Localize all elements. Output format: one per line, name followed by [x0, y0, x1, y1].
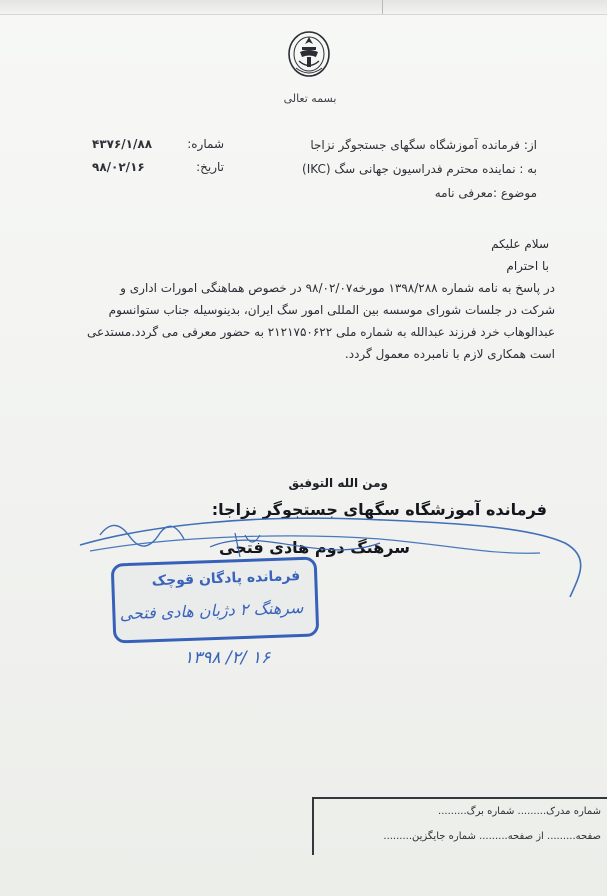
date-row: [92, 156, 224, 179]
signer-title: فرمانده آموزشگاه سگهای جستجوگر نزاجا:: [211, 500, 547, 519]
stamp-signer: سرهنگ ۲ دژبان هادی فتحی: [119, 597, 304, 624]
stamp-title: فرمانده پادگان قوچک: [151, 568, 301, 590]
greeting: سلام علیکم: [491, 237, 549, 251]
date-label: تاریخ:: [196, 160, 224, 174]
number-label: شماره:: [187, 137, 224, 151]
body-line: شرکت در جلسات شورای موسسه بین المللی امور سگ ایران، بدینوسیله جناب ستوانسوم: [108, 303, 555, 317]
to-line: به : نماینده محترم فدراسیون جهانی سگ (IKC): [302, 162, 537, 176]
paper-fold: [0, 0, 607, 15]
number-value: ۴۳۷۶/۱/۸۸: [92, 137, 153, 151]
letter-body: [55, 233, 555, 365]
official-stamp: [111, 556, 320, 643]
closing-phrase: ومن الله التوفیق: [288, 476, 388, 490]
letter-meta: [92, 133, 224, 179]
paper-crease: [382, 0, 383, 14]
letter-header: [237, 133, 537, 205]
stamp-date: ۱۳۹۸ /۲/ ۱۶: [184, 648, 271, 668]
body-line: است همکاری لازم با نامبرده معمول گردد.: [344, 347, 555, 361]
subject-line: موضوع :معرفی نامه: [434, 186, 537, 200]
document-number-row: شماره مدرک......... شماره برگ.........: [438, 806, 601, 817]
date-value: ۹۸/۰۲/۱۶: [92, 160, 145, 174]
bismillah-heading: بسمه تعالی: [283, 92, 337, 105]
document-reference-box: [312, 797, 607, 855]
respect-line: با احترام: [506, 259, 549, 273]
body-line: در پاسخ به نامه شماره ۱۳۹۸/۲۸۸ مورخه۹۸/۰۲/۰۷ در خصوص هماهنگی امورات اداری و: [120, 281, 555, 295]
signer-name: سرهنگ دوم هادی فتحی: [219, 538, 410, 557]
from-line: از: فرمانده آموزشگاه سگهای جستجوگر نزاجا: [310, 138, 537, 152]
number-row: [92, 133, 224, 156]
page-reference-row: صفحه......... از صفحه......... شماره جایگزین.........: [383, 831, 601, 842]
body-line: عبدالوهاب خرد فرزند عبدالله به شماره ملی ۲۱۲۱۷۵۰۶۲۲ به حضور معرفی می گردد.مستدعی: [87, 325, 555, 339]
army-emblem-icon: [286, 28, 332, 78]
